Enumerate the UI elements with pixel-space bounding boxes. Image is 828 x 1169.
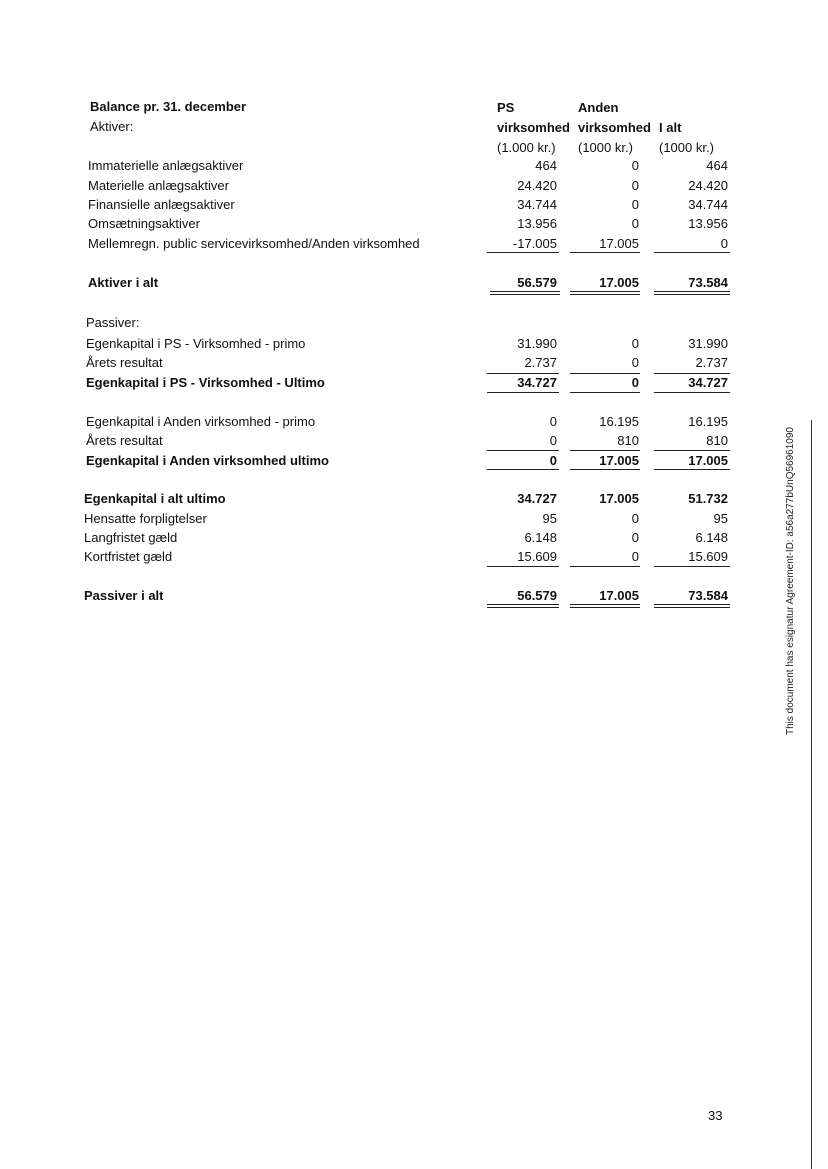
rule-liabilities-anden	[570, 566, 640, 567]
cell-ialt: 0	[720, 236, 728, 251]
cell-ps: 2.737	[524, 355, 557, 370]
cell-ialt: 95	[713, 511, 728, 526]
cell-anden: 0	[631, 375, 639, 390]
cell-ialt: 24.420	[688, 178, 728, 193]
column-header-ialt-unit: (1000 kr.)	[659, 140, 714, 155]
cell-anden: 0	[631, 530, 639, 545]
cell-anden: 0	[631, 355, 639, 370]
row-label: Egenkapital i PS - Virksomhed - Ultimo	[86, 375, 325, 390]
row-label: Årets resultat	[86, 433, 163, 448]
rule-passiver-total-anden	[570, 604, 640, 608]
row-label: Materielle anlægsaktiver	[88, 178, 229, 193]
passiver-label: Passiver:	[86, 315, 140, 330]
cell-ialt: 34.727	[688, 375, 728, 390]
column-header-ps-unit: (1.000 kr.)	[497, 140, 556, 155]
esignatur-stamp: This document has esignatur Agreement-ID: a56a277bUnQ56961090	[785, 427, 796, 735]
cell-ialt: 464	[706, 158, 728, 173]
rule-aktiver-anden	[570, 252, 640, 253]
rule-aktiver-total-anden	[570, 291, 640, 295]
cell-ialt: 73.584	[688, 275, 728, 290]
cell-ialt: 31.990	[688, 336, 728, 351]
cell-ps: 13.956	[517, 216, 557, 231]
column-header-anden-line2: virksomhed	[578, 120, 651, 135]
rule-ps-equity-ialt	[654, 373, 730, 374]
cell-anden: 17.005	[599, 491, 639, 506]
rule-liabilities-ps	[487, 566, 559, 567]
page-edge-line	[811, 420, 812, 1169]
row-label: Omsætningsaktiver	[88, 216, 200, 231]
cell-ps: 56.579	[517, 588, 557, 603]
column-header-anden	[578, 98, 651, 158]
rule-anden-equity-end-ialt	[654, 469, 730, 470]
rule-anden-equity-ps	[487, 450, 559, 451]
row-label: Mellemregn. public servicevirksomhed/Anden virksomhed	[88, 236, 420, 251]
cell-anden: 17.005	[599, 236, 639, 251]
rule-anden-equity-end-ps	[487, 469, 559, 470]
cell-anden: 0	[631, 178, 639, 193]
cell-ps: 464	[535, 158, 557, 173]
row-label: Kortfristet gæld	[84, 549, 173, 564]
rule-aktiver-ps	[487, 252, 559, 253]
cell-ps: 6.148	[524, 530, 557, 545]
cell-ps: 95	[542, 511, 557, 526]
rule-ps-equity-ps	[487, 373, 559, 374]
cell-anden: 0	[631, 158, 639, 173]
row-label: Årets resultat	[86, 355, 163, 370]
cell-ps: -17.005	[512, 236, 557, 251]
cell-anden: 17.005	[599, 588, 639, 603]
cell-ps: 34.744	[517, 197, 557, 212]
rule-aktiver-total-ps	[490, 291, 560, 295]
column-header-ps	[497, 98, 570, 158]
row-label: Passiver i alt	[84, 588, 164, 603]
row-label: Egenkapital i PS - Virksomhed - primo	[86, 336, 306, 351]
row-label: Egenkapital i Anden virksomhed - primo	[86, 414, 316, 429]
cell-ps: 56.579	[517, 275, 557, 290]
cell-ialt: 73.584	[688, 588, 728, 603]
column-header-anden-line1: Anden	[578, 100, 619, 115]
cell-ps: 15.609	[517, 549, 557, 564]
row-label: Immaterielle anlægsaktiver	[88, 158, 244, 173]
rule-anden-equity-end-anden	[570, 469, 640, 470]
cell-anden: 17.005	[599, 453, 639, 468]
cell-ialt: 6.148	[695, 530, 728, 545]
cell-ialt: 2.737	[695, 355, 728, 370]
cell-ialt: 15.609	[688, 549, 728, 564]
cell-ialt: 810	[706, 433, 728, 448]
rule-ps-equity-end-ialt	[654, 392, 730, 393]
cell-anden: 17.005	[599, 275, 639, 290]
cell-ialt: 34.744	[688, 197, 728, 212]
column-header-ialt	[659, 98, 714, 158]
cell-ps: 0	[549, 433, 557, 448]
cell-anden: 0	[631, 511, 639, 526]
row-label: Hensatte forpligtelser	[84, 511, 207, 526]
cell-anden: 810	[617, 433, 639, 448]
rule-ps-equity-end-ps	[487, 392, 559, 393]
row-label: Langfristet gæld	[84, 530, 178, 545]
cell-ialt: 13.956	[688, 216, 728, 231]
cell-ps: 34.727	[517, 491, 557, 506]
rule-passiver-total-ialt	[654, 604, 730, 608]
cell-ialt: 16.195	[688, 414, 728, 429]
page-title: Balance pr. 31. december	[90, 99, 247, 114]
rule-aktiver-ialt	[654, 252, 730, 253]
rule-ps-equity-anden	[570, 373, 640, 374]
cell-ps: 34.727	[517, 375, 557, 390]
rule-aktiver-total-ialt	[654, 291, 730, 295]
page-number: 33	[708, 1108, 723, 1123]
column-header-anden-unit: (1000 kr.)	[578, 140, 633, 155]
cell-anden: 0	[631, 197, 639, 212]
column-header-ialt-line1	[659, 98, 714, 118]
cell-anden: 16.195	[599, 414, 639, 429]
cell-ps: 24.420	[517, 178, 557, 193]
column-header-ialt-line2: I alt	[659, 120, 682, 135]
rule-anden-equity-ialt	[654, 450, 730, 451]
column-header-ps-line1: PS	[497, 100, 515, 115]
rule-passiver-total-ps	[487, 604, 559, 608]
row-label: Egenkapital i alt ultimo	[84, 491, 226, 506]
rule-ps-equity-end-anden	[570, 392, 640, 393]
cell-anden: 0	[631, 216, 639, 231]
rule-anden-equity-anden	[570, 450, 640, 451]
row-label: Egenkapital i Anden virksomhed ultimo	[86, 453, 329, 468]
row-label: Aktiver i alt	[88, 275, 159, 290]
row-label: Finansielle anlægsaktiver	[88, 197, 235, 212]
aktiver-label: Aktiver:	[90, 119, 134, 134]
cell-ps: 0	[549, 453, 557, 468]
cell-ps: 31.990	[517, 336, 557, 351]
cell-ialt: 17.005	[688, 453, 728, 468]
column-header-ps-line2: virksomhed	[497, 120, 570, 135]
cell-ps: 0	[549, 414, 557, 429]
cell-anden: 0	[631, 549, 639, 564]
cell-anden: 0	[631, 336, 639, 351]
cell-ialt: 51.732	[688, 491, 728, 506]
rule-liabilities-ialt	[654, 566, 730, 567]
